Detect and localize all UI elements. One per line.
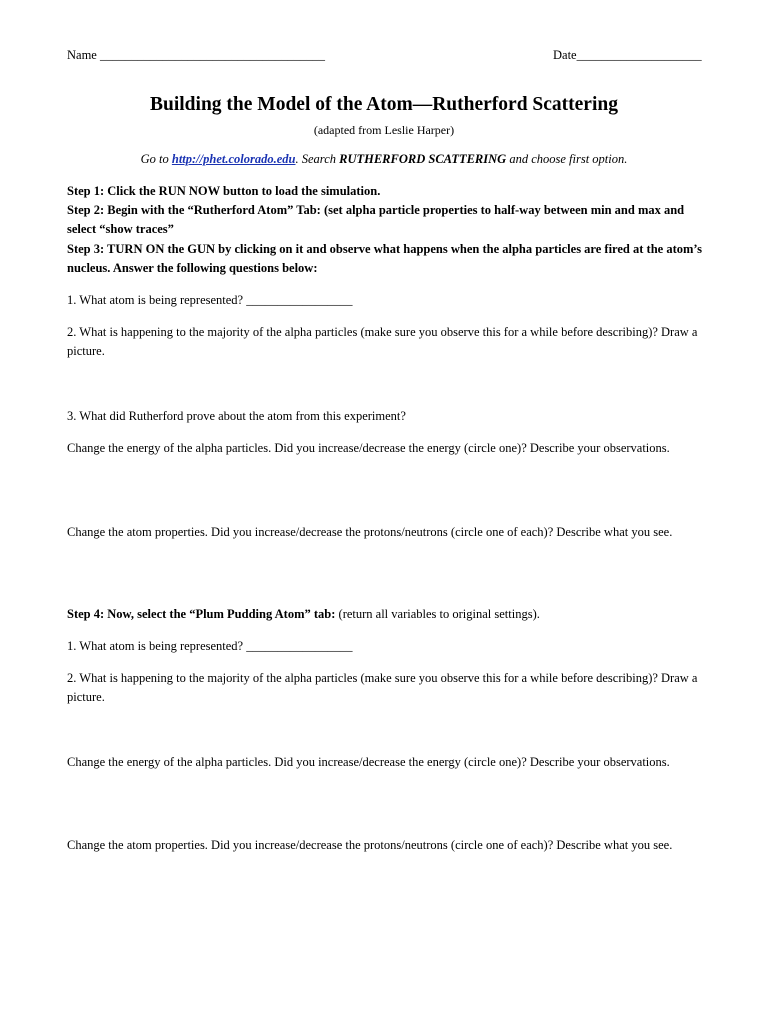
step-3: Step 3: TURN ON the GUN by clicking on it and observe what happens when the alpha particles are fired at the atom’s nucleus. Answer the following questions below: (67, 242, 702, 275)
name-blank: ____________________________________ (99, 48, 325, 62)
section1-question-3: 3. What did Rutherford prove about the atom from this experiment? (67, 409, 406, 423)
step-4-label: Step 4: Now, select the “Plum Pudding Atom” tab: (67, 607, 336, 621)
question-text: 1. What atom is being represented? (67, 639, 247, 653)
goto-suffix: and choose first option. (506, 152, 628, 166)
section1-energy-question: Change the energy of the alpha particles. Did you increase/decrease the energy (circle one)? Describe your observations. (67, 441, 670, 455)
date-label: Date (553, 48, 577, 62)
section2-question-1 (67, 637, 707, 656)
goto-prefix: Go to (140, 152, 172, 166)
instructions-goto (0, 150, 768, 169)
step-2: Step 2: Begin with the “Rutherford Atom” Tab: (set alpha particle properties to half-way between min and max and select “show traces” (67, 203, 685, 236)
name-label: Name (67, 48, 97, 62)
section2-energy-question: Change the energy of the alpha particles. Did you increase/decrease the energy (circle one)? Describe your observations. (67, 755, 670, 769)
step-1: Step 1: Click the RUN NOW button to load the simulation. (67, 184, 381, 198)
section1-question-1 (67, 291, 707, 310)
phet-link[interactable]: http://phet.colorado.edu (171, 152, 296, 166)
answer-blank: _________________ (246, 293, 353, 307)
section1-atom-properties-question: Change the atom properties. Did you increase/decrease the protons/neutrons (circle one of each)? Describe what you see. (67, 525, 673, 539)
date-blank: ____________________ (576, 48, 702, 62)
date-field (553, 46, 702, 65)
page-title: Building the Model of the Atom—Rutherford Scattering (150, 94, 618, 115)
section1-question-2: 2. What is happening to the majority of the alpha particles (make sure you observe this for a while before describing)? Draw a picture. (67, 325, 698, 358)
goto-middle: . Search (295, 152, 340, 166)
name-field (67, 46, 325, 65)
answer-blank: _________________ (246, 639, 353, 653)
step-4-note: (return all variables to original settings). (335, 607, 540, 621)
page-subtitle: (adapted from Leslie Harper) (313, 123, 455, 137)
question-text: 1. What atom is being represented? (67, 293, 247, 307)
section2-question-2: 2. What is happening to the majority of the alpha particles (make sure you observe this for a while before describing)? Draw a picture. (67, 671, 698, 704)
search-term: RUTHERFORD SCATTERING (339, 152, 507, 166)
section2-atom-properties-question: Change the atom properties. Did you increase/decrease the protons/neutrons (circle one of each)? Describe what you see. (67, 838, 673, 852)
step-4 (67, 605, 707, 624)
